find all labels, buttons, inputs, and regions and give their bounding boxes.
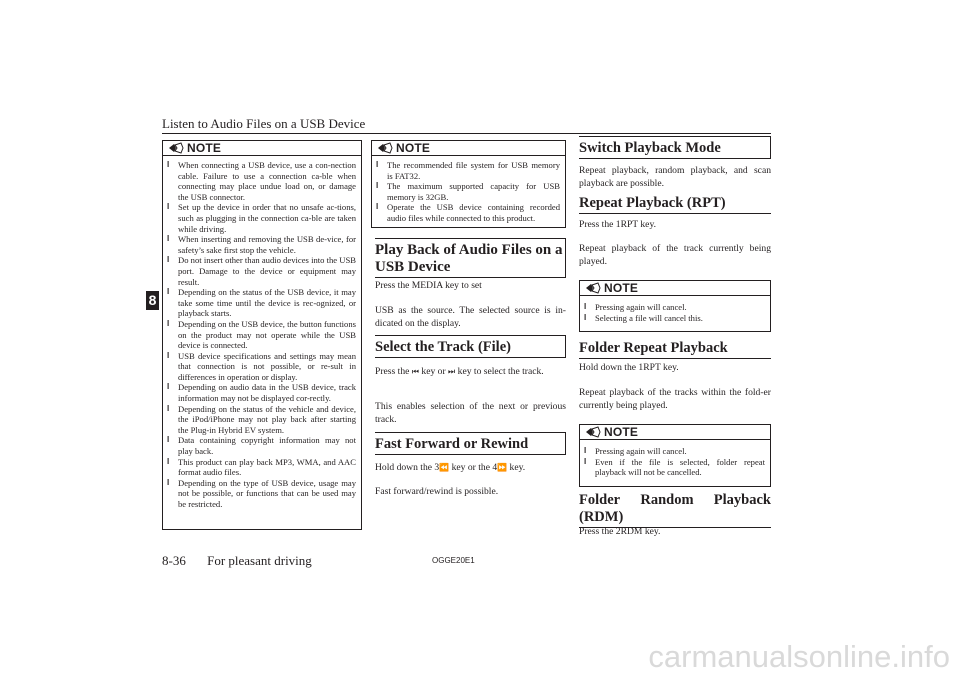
paragraph: Repeat playback, random playback, and scan playback are possible. xyxy=(579,165,771,189)
note-text: Pressing again will cancel. xyxy=(595,446,687,456)
note-box-usb-memory xyxy=(371,140,566,228)
note-icon xyxy=(585,426,601,438)
note-header xyxy=(163,141,361,156)
note-icon xyxy=(585,282,601,294)
note-text: Even if the file is selected, folder repeat playback will not be cancelled. xyxy=(595,456,765,478)
section-title-folder-random xyxy=(579,492,771,528)
note-label: NOTE xyxy=(604,281,639,295)
running-header: Listen to Audio Files on a USB Device xyxy=(162,116,366,131)
chapter-tab: 8 xyxy=(146,291,159,310)
note-list xyxy=(163,156,361,510)
bullet-icon: l xyxy=(376,202,379,212)
text: Press the xyxy=(375,366,410,377)
paragraph: This enables selection of the next or previous track. xyxy=(375,401,566,425)
note-header xyxy=(580,281,770,296)
note-text: Data containing copyright information may not play back. xyxy=(178,435,356,457)
bullet-icon: l xyxy=(167,403,170,413)
note-item xyxy=(167,255,356,287)
note-item xyxy=(584,457,765,478)
bullet-icon: l xyxy=(584,312,587,322)
note-icon xyxy=(168,142,184,154)
note-text: Selecting a file will cancel this. xyxy=(595,312,703,323)
title-word: Folder xyxy=(579,492,621,508)
note-item xyxy=(584,302,765,313)
document-code: OGGE20E1 xyxy=(432,556,475,565)
bullet-icon: l xyxy=(167,477,170,487)
note-item xyxy=(376,202,560,223)
note-text: This product can play back MP3, WMA, and AAC format audio files. xyxy=(178,456,356,478)
header-rule xyxy=(162,133,771,134)
note-text: When inserting and removing the USB de-vice, for safety’s sake first stop the vehicle. xyxy=(178,234,356,255)
note-text: Depending on audio data in the USB device, track information may not be displayed cor-rectly. xyxy=(178,382,356,404)
text: key or the 4 xyxy=(451,462,498,473)
bullet-icon: l xyxy=(167,234,170,244)
section-title-folder-repeat: Folder Repeat Playback xyxy=(579,340,771,359)
bullet-icon: l xyxy=(167,435,170,445)
text: key to select the track. xyxy=(457,366,544,377)
note-item xyxy=(167,478,356,510)
note-list xyxy=(580,440,770,478)
note-item xyxy=(167,351,356,383)
bullet-icon: l xyxy=(167,255,170,265)
section-name: For pleasant driving xyxy=(207,553,312,568)
bullet-icon: l xyxy=(167,160,170,169)
bullet-icon: l xyxy=(167,382,170,392)
paragraph: Repeat playback of the tracks within the fold-er currently being played. xyxy=(579,387,771,411)
page-number: 8-36 xyxy=(162,553,186,568)
bullet-icon: l xyxy=(584,302,587,311)
bullet-icon: l xyxy=(167,318,170,328)
note-text: Depending on the status of the vehicle and device, the iPod/iPhone may not play back after starting the Plug-in Hybrid EV system. xyxy=(178,403,356,435)
note-item xyxy=(376,160,560,181)
note-text: Operate the USB device containing recorded audio files while connected to this product. xyxy=(387,202,560,223)
note-item xyxy=(584,313,765,324)
skip-back-icon: ⏮ xyxy=(411,367,419,376)
note-text: When connecting a USB device, use a con-nection cable. Failure to use a connection ca-ble when connecting may place undue load on, or damage the USB connector. xyxy=(178,160,356,202)
text: key. xyxy=(509,462,526,473)
bullet-icon: l xyxy=(376,160,379,169)
note-item xyxy=(376,181,560,202)
note-header xyxy=(372,141,565,156)
bullet-icon: l xyxy=(584,446,587,455)
section-title-play-back-usb: Play Back of Audio Files on a USB Device xyxy=(375,238,566,278)
title-word: Playback xyxy=(713,492,771,508)
section-title-select-track: Select the Track (File) xyxy=(375,335,566,358)
note-box-folder-repeat xyxy=(579,424,771,487)
text: key or xyxy=(421,366,446,377)
note-list xyxy=(580,296,770,323)
note-text: Set up the device in order that no unsafe ac-tions, such as plugging in the connection ca-ble are taken while driving. xyxy=(178,202,356,234)
title-line xyxy=(579,492,771,509)
note-text: USB device specifications and settings may mean that connection is not possible, or re-sult in differences in operation or display. xyxy=(178,350,356,382)
note-header xyxy=(580,425,770,440)
page-footer xyxy=(162,553,312,569)
note-text: The maximum supported capacity for USB memory is 32GB. xyxy=(387,181,560,202)
note-item xyxy=(167,202,356,234)
note-label: NOTE xyxy=(187,141,222,155)
note-item xyxy=(167,319,356,351)
note-item xyxy=(584,446,765,457)
note-text: Pressing again will cancel. xyxy=(595,302,687,312)
bullet-icon: l xyxy=(376,181,379,191)
note-item xyxy=(167,404,356,436)
text: Hold down the 3 xyxy=(375,462,440,473)
note-item xyxy=(167,160,356,202)
note-text: Depending on the USB device, the button functions on the product may not operate while the USB device is connected. xyxy=(178,318,356,351)
note-item xyxy=(167,457,356,478)
bullet-icon: l xyxy=(167,202,170,212)
note-text: Depending on the type of USB device, usage may not be possible, or functions that can be used may be restricted. xyxy=(178,477,356,509)
note-text: The recommended file system for USB memory is FAT32. xyxy=(387,160,560,181)
paragraph: Repeat playback of the track currently being played. xyxy=(579,243,771,267)
paragraph: Press the 2RDM key. xyxy=(579,526,661,537)
note-label: NOTE xyxy=(604,425,639,439)
note-box-repeat xyxy=(579,280,771,332)
bullet-icon: l xyxy=(167,287,170,297)
note-item xyxy=(167,435,356,456)
rewind-icon: ⏪ xyxy=(439,463,450,472)
bullet-icon: l xyxy=(167,456,170,466)
note-icon xyxy=(377,142,393,154)
watermark: carmanualsonline.info xyxy=(648,639,950,674)
paragraph-select-track-keys xyxy=(375,365,566,378)
paragraph: Fast forward/rewind is possible. xyxy=(375,486,499,497)
bullet-icon: l xyxy=(584,456,587,466)
bullet-icon: l xyxy=(167,350,170,360)
note-box-usb-connection xyxy=(162,140,362,530)
title-word: Random xyxy=(640,492,694,508)
paragraph: Press the MEDIA key to set xyxy=(375,280,482,291)
title-line: (RDM) xyxy=(579,509,624,525)
note-item xyxy=(167,234,356,255)
paragraph: Press the 1RPT key. xyxy=(579,219,657,230)
note-text: Do not insert other than audio devices into the USB port. Damage to the device or equipment may result. xyxy=(178,255,356,287)
fast-forward-icon: ⏩ xyxy=(497,463,508,472)
section-title-switch-playback-mode: Switch Playback Mode xyxy=(579,136,771,159)
paragraph: USB as the source. The selected source is in-dicated on the display. xyxy=(375,305,566,329)
skip-forward-icon: ⏭ xyxy=(448,367,456,376)
note-list xyxy=(372,156,565,224)
note-text: Depending on the status of the USB device, it may take some time until the device is rec-ognized, or playback starts. xyxy=(178,287,356,319)
note-label: NOTE xyxy=(396,141,431,155)
paragraph-fast-forward-keys xyxy=(375,461,566,474)
section-title-fast-forward: Fast Forward or Rewind xyxy=(375,432,566,455)
note-item xyxy=(167,287,356,319)
section-title-repeat-playback: Repeat Playback (RPT) xyxy=(579,195,771,214)
paragraph: Hold down the 1RPT key. xyxy=(579,362,679,373)
note-item xyxy=(167,382,356,403)
